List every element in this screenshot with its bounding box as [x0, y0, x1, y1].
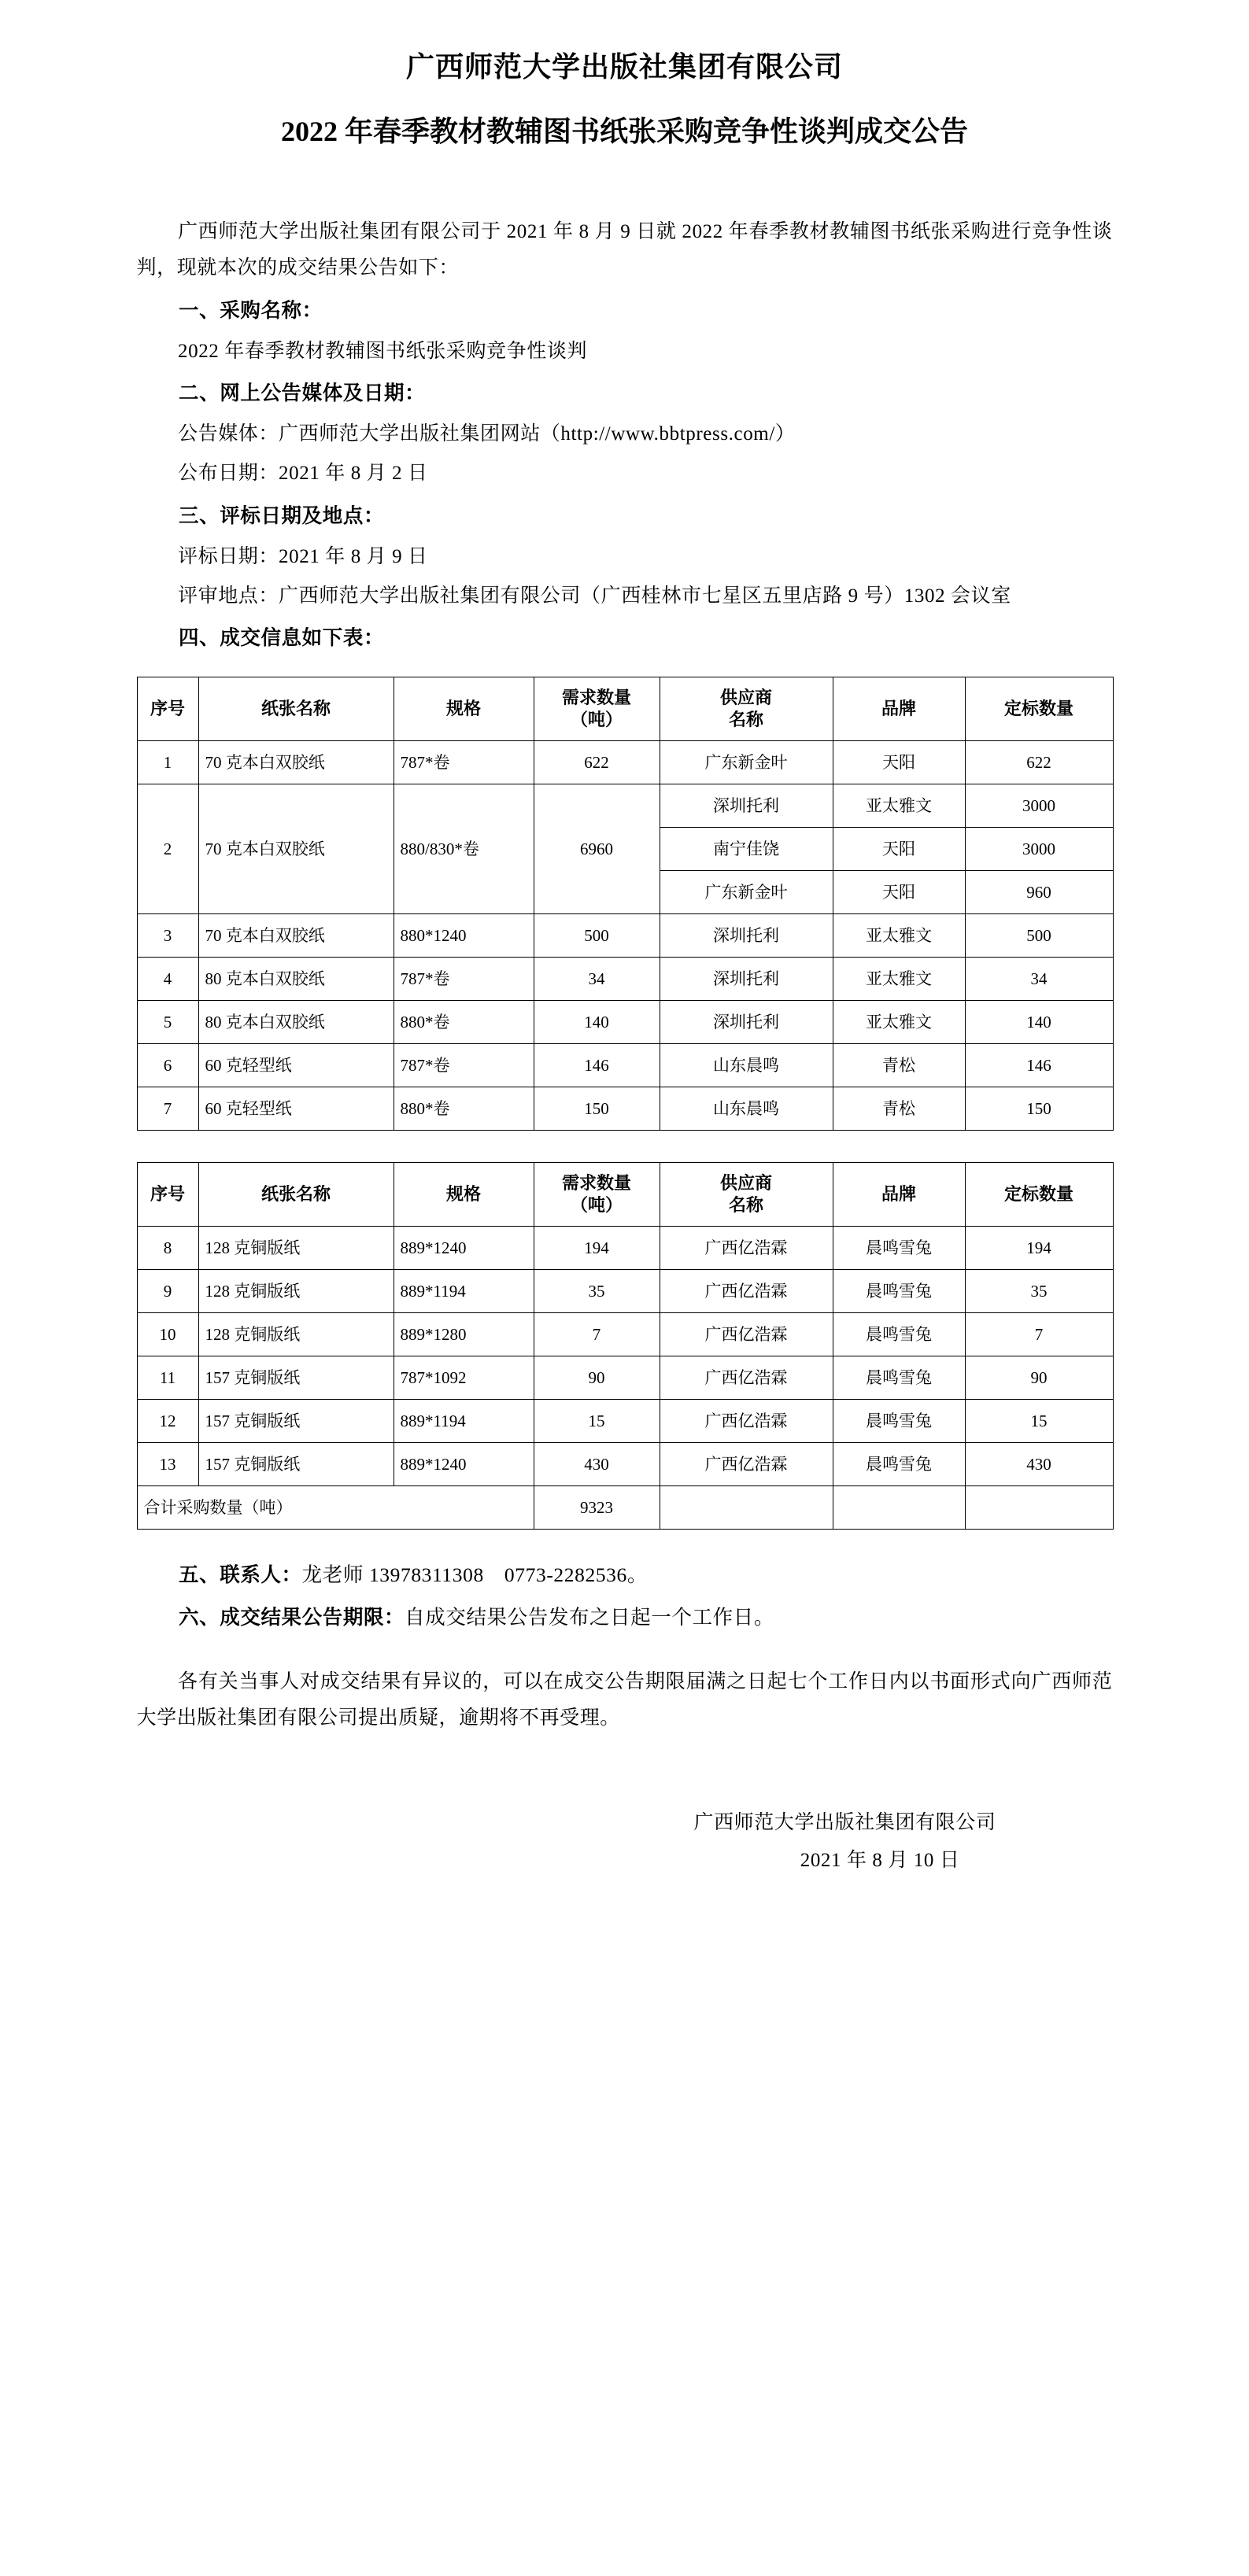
award-table-1: [137, 677, 1114, 1131]
cell-spec: 880*1240: [394, 914, 534, 958]
cell-supplier: 广西亿浩霖: [660, 1313, 833, 1356]
table-total-row: [137, 1486, 1113, 1530]
cell-award: 430: [965, 1443, 1113, 1486]
cell-award: 35: [965, 1270, 1113, 1313]
cell-no: 8: [137, 1227, 198, 1270]
cell-spec: 787*1092: [394, 1356, 534, 1400]
cell-paper-name: 128 克铜版纸: [198, 1313, 394, 1356]
cell-demand: 15: [534, 1400, 660, 1443]
cell-no: 4: [137, 958, 198, 1001]
intro-paragraph: 广西师范大学出版社集团有限公司于 2021 年 8 月 9 日就 2022 年春季教材教辅图书纸张采购进行竞争性谈判，现就本次的成交结果公告如下：: [136, 221, 1113, 279]
cell-supplier: 广西亿浩霖: [660, 1443, 833, 1486]
announcement-media: 公告媒体：广西师范大学出版社集团网站（http://www.bbtpress.com/）: [178, 423, 796, 445]
cell-spec: 787*卷: [394, 1044, 534, 1087]
total-blank-award: [965, 1486, 1113, 1530]
col-header-no: 序号: [137, 1163, 198, 1227]
cell-paper-name: 60 克轻型纸: [198, 1044, 394, 1087]
col-header-demand-qty-line2: （吨）: [570, 710, 623, 730]
total-blank-supplier: [660, 1486, 833, 1530]
cell-no: 2: [137, 784, 198, 914]
col-header-demand-qty-line2: （吨）: [570, 1195, 623, 1216]
cell-demand: 6960: [534, 784, 660, 914]
cell-paper-name: 70 克本白双胶纸: [198, 914, 394, 958]
cell-spec: 880*卷: [394, 1001, 534, 1044]
table-row: [137, 1044, 1113, 1087]
cell-brand: 天阳: [833, 741, 965, 784]
section-5: [137, 1556, 1113, 1593]
total-value: 9323: [534, 1486, 660, 1530]
cell-brand: 亚太雅文: [833, 958, 965, 1001]
cell-paper-name: 128 克铜版纸: [198, 1270, 394, 1313]
table-row: [137, 1087, 1113, 1131]
cell-no: 5: [137, 1001, 198, 1044]
cell-spec: 889*1194: [394, 1270, 534, 1313]
cell-supplier: 深圳托利: [660, 1001, 833, 1044]
section-5-content: 龙老师 13978311308 0773-2282536。: [301, 1563, 648, 1587]
cell-award: 34: [965, 958, 1113, 1001]
cell-brand: 青松: [833, 1087, 965, 1131]
cell-award: 960: [965, 871, 1113, 914]
cell-award: 7: [965, 1313, 1113, 1356]
table-row: [137, 784, 1113, 828]
body-content: [137, 214, 1113, 1879]
cell-award: 150: [965, 1087, 1113, 1131]
cell-spec: 889*1240: [394, 1227, 534, 1270]
table-row: [137, 1356, 1113, 1400]
cell-paper-name: 70 克本白双胶纸: [198, 741, 394, 784]
col-header-paper-name: 纸张名称: [198, 1163, 394, 1227]
section-6: [137, 1599, 1113, 1636]
cell-award: 140: [965, 1001, 1113, 1044]
cell-demand: 90: [534, 1356, 660, 1400]
award-table-2: [137, 1162, 1114, 1530]
cell-supplier: 广东新金叶: [660, 871, 833, 914]
cell-brand: 亚太雅文: [833, 784, 965, 828]
signature-org: 广西师范大学出版社集团有限公司: [693, 1812, 996, 1834]
cell-demand: 7: [534, 1313, 660, 1356]
cell-award: 3000: [965, 828, 1113, 871]
cell-no: 3: [137, 914, 198, 958]
announcement-date: 公布日期：2021 年 8 月 2 日: [178, 463, 428, 485]
section-6-heading: 六、成交结果公告期限：: [179, 1605, 405, 1629]
cell-brand: 晨鸣雪兔: [833, 1313, 965, 1356]
award-table-1-body: [137, 741, 1113, 1131]
cell-supplier: 南宁佳饶: [660, 828, 833, 871]
signature-block: [137, 1804, 1113, 1879]
cell-no: 9: [137, 1270, 198, 1313]
cell-supplier: 深圳托利: [660, 784, 833, 828]
table-row: [137, 1001, 1113, 1044]
cell-demand: 140: [534, 1001, 660, 1044]
cell-no: 11: [137, 1356, 198, 1400]
cell-brand: 青松: [833, 1044, 965, 1087]
cell-supplier: 广西亿浩霖: [660, 1270, 833, 1313]
col-header-paper-name: 纸张名称: [198, 677, 394, 741]
closing-paragraph: 各有关当事人对成交结果有异议的，可以在成交公告期限届满之日起七个工作日内以书面形式向广西师范大学出版社集团有限公司提出质疑，逾期将不再受理。: [136, 1670, 1113, 1729]
cell-demand: 150: [534, 1087, 660, 1131]
cell-paper-name: 157 克铜版纸: [198, 1356, 394, 1400]
cell-award: 622: [965, 741, 1113, 784]
cell-paper-name: 70 克本白双胶纸: [198, 784, 394, 914]
col-header-supplier: [660, 677, 833, 741]
page-title: 广西师范大学出版社集团有限公司: [405, 51, 843, 83]
cell-spec: 889*1240: [394, 1443, 534, 1486]
cell-award: 3000: [965, 784, 1113, 828]
cell-supplier: 广东新金叶: [660, 741, 833, 784]
cell-demand: 35: [534, 1270, 660, 1313]
cell-brand: 天阳: [833, 871, 965, 914]
cell-supplier: 广西亿浩霖: [660, 1400, 833, 1443]
section-4-heading: 四、成交信息如下表：: [179, 626, 385, 650]
tail-sections: [137, 1556, 1113, 1879]
cell-supplier: 深圳托利: [660, 958, 833, 1001]
cell-no: 7: [137, 1087, 198, 1131]
cell-brand: 天阳: [833, 828, 965, 871]
total-label: 合计采购数量（吨）: [137, 1486, 534, 1530]
section-1-content: 2022 年春季教材教辅图书纸张采购竞争性谈判: [178, 340, 588, 362]
cell-no: 12: [137, 1400, 198, 1443]
cell-supplier: 深圳托利: [660, 914, 833, 958]
table-row: [137, 1400, 1113, 1443]
table-row: [137, 741, 1113, 784]
cell-brand: 亚太雅文: [833, 914, 965, 958]
cell-brand: 晨鸣雪兔: [833, 1227, 965, 1270]
cell-spec: 787*卷: [394, 958, 534, 1001]
cell-paper-name: 80 克本白双胶纸: [198, 1001, 394, 1044]
cell-spec: 880*卷: [394, 1087, 534, 1131]
cell-demand: 194: [534, 1227, 660, 1270]
table-row: [137, 958, 1113, 1001]
cell-demand: 34: [534, 958, 660, 1001]
table-header-row: [137, 677, 1113, 741]
col-header-demand-qty: [534, 1163, 660, 1227]
cell-award: 15: [965, 1400, 1113, 1443]
col-header-brand: 品牌: [833, 1163, 965, 1227]
total-blank-brand: [833, 1486, 965, 1530]
cell-paper-name: 60 克轻型纸: [198, 1087, 394, 1131]
cell-paper-name: 128 克铜版纸: [198, 1227, 394, 1270]
evaluation-date: 评标日期：2021 年 8 月 9 日: [178, 545, 428, 567]
cell-demand: 146: [534, 1044, 660, 1087]
section-6-content: 自成交结果公告发布之日起一个工作日。: [405, 1605, 774, 1629]
cell-supplier: 广西亿浩霖: [660, 1356, 833, 1400]
col-header-award-qty: 定标数量: [965, 677, 1113, 741]
col-header-award-qty: 定标数量: [965, 1163, 1113, 1227]
page-subtitle: 2022 年春季教材教辅图书纸张采购竞争性谈判成交公告: [280, 116, 968, 147]
cell-brand: 晨鸣雪兔: [833, 1443, 965, 1486]
cell-spec: 787*卷: [394, 741, 534, 784]
evaluation-place: 评审地点：广西师范大学出版社集团有限公司（广西桂林市七星区五里店路 9 号）1302 会议室: [178, 585, 1011, 607]
section-5-heading: 五、联系人：: [179, 1563, 302, 1587]
col-header-demand-qty-line1: 需求数量: [561, 687, 631, 707]
col-header-demand-qty: [534, 677, 660, 741]
cell-supplier: 广西亿浩霖: [660, 1227, 833, 1270]
cell-demand: 430: [534, 1443, 660, 1486]
cell-no: 6: [137, 1044, 198, 1087]
cell-brand: 晨鸣雪兔: [833, 1270, 965, 1313]
col-header-supplier-line1: 供应商: [719, 1172, 772, 1193]
cell-no: 10: [137, 1313, 198, 1356]
section-2-heading: 二、网上公告媒体及日期：: [179, 381, 426, 404]
col-header-supplier: [660, 1163, 833, 1227]
table-row: [137, 1313, 1113, 1356]
cell-brand: 亚太雅文: [833, 1001, 965, 1044]
cell-paper-name: 157 克铜版纸: [198, 1443, 394, 1486]
document-body: [137, 0, 1113, 1879]
table-row: [137, 914, 1113, 958]
signature-date: 2021 年 8 月 10 日: [800, 1849, 960, 1871]
cell-brand: 晨鸣雪兔: [833, 1400, 965, 1443]
col-header-supplier-line1: 供应商: [719, 687, 772, 707]
cell-award: 194: [965, 1227, 1113, 1270]
cell-demand: 500: [534, 914, 660, 958]
col-header-spec: 规格: [394, 1163, 534, 1227]
cell-award: 146: [965, 1044, 1113, 1087]
cell-no: 13: [137, 1443, 198, 1486]
section-1-heading: 一、采购名称：: [179, 298, 323, 322]
cell-demand: 622: [534, 741, 660, 784]
col-header-supplier-line2: 名称: [728, 710, 763, 730]
cell-award: 90: [965, 1356, 1113, 1400]
cell-supplier: 山东晨鸣: [660, 1044, 833, 1087]
table-row: [137, 1443, 1113, 1486]
cell-supplier: 山东晨鸣: [660, 1087, 833, 1131]
table-row: [137, 1270, 1113, 1313]
section-3-heading: 三、评标日期及地点：: [179, 504, 385, 527]
col-header-no: 序号: [137, 677, 198, 741]
col-header-demand-qty-line1: 需求数量: [561, 1172, 631, 1193]
cell-spec: 889*1194: [394, 1400, 534, 1443]
cell-brand: 晨鸣雪兔: [833, 1356, 965, 1400]
table-header-row: [137, 1163, 1113, 1227]
col-header-spec: 规格: [394, 677, 534, 741]
cell-award: 500: [965, 914, 1113, 958]
award-table-2-body: [137, 1227, 1113, 1530]
cell-paper-name: 80 克本白双胶纸: [198, 958, 394, 1001]
cell-paper-name: 157 克铜版纸: [198, 1400, 394, 1443]
cell-spec: 880/830*卷: [394, 784, 534, 914]
col-header-supplier-line2: 名称: [728, 1195, 763, 1216]
table-row: [137, 1227, 1113, 1270]
cell-spec: 889*1280: [394, 1313, 534, 1356]
col-header-brand: 品牌: [833, 677, 965, 741]
cell-no: 1: [137, 741, 198, 784]
